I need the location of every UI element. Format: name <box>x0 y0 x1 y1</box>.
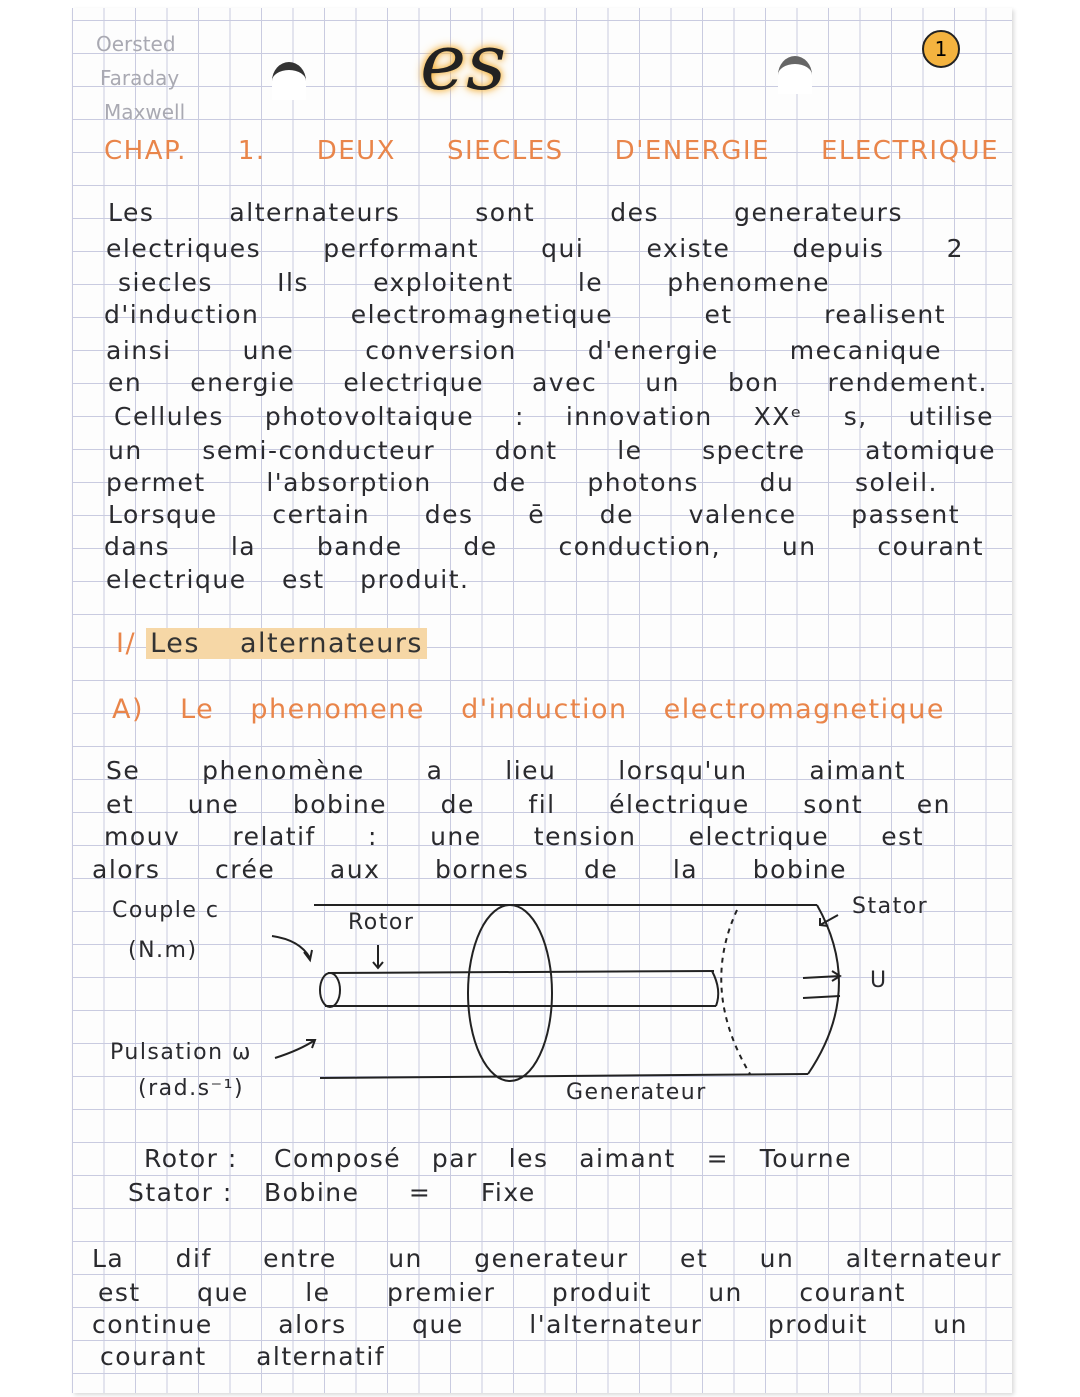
text-line: siecles Ils exploitent le phenomene <box>118 268 830 297</box>
pulsation-unit-label: (rad.s⁻¹) <box>138 1076 245 1101</box>
couple-label: Couple c <box>112 898 220 923</box>
voltage-arrow <box>803 971 840 998</box>
text-line: alors crée aux bornes de la bobine <box>92 855 847 884</box>
stator-front-face <box>468 905 552 1081</box>
text-line: un semi-conducteur dont le spectre atomique <box>108 436 996 465</box>
note-name: Faraday <box>100 66 180 90</box>
text-line: Lorsque certain des ē de valence passent <box>108 500 960 529</box>
couple-unit-label: (N.m) <box>128 938 198 963</box>
arrow-couple <box>272 936 312 960</box>
text-line: et une bobine de fil électrique sont en <box>106 790 951 819</box>
text-line: courant alternatif <box>100 1342 386 1371</box>
definition-term: Rotor : <box>144 1144 238 1173</box>
text-line: d'induction electromagnetique et realisent <box>104 300 946 329</box>
text-line: permet l'absorption de photons du soleil. <box>106 468 938 497</box>
text-line: mouv relatif : une tension electrique est <box>104 822 924 851</box>
stator-back-hidden <box>721 910 750 1074</box>
note-name: Oersted <box>96 32 176 56</box>
pulsation-label: Pulsation ω <box>110 1040 252 1065</box>
definition-text: Composé par les aimant = Tourne <box>274 1144 852 1173</box>
section-number: I/ <box>116 628 137 659</box>
text-line: La dif entre un generateur et un alternateur <box>92 1244 1002 1273</box>
definition-text: Bobine = Fixe <box>264 1178 536 1207</box>
rotor-label: Rotor <box>348 910 415 935</box>
stator-label: Stator <box>852 894 929 919</box>
note-name: Maxwell <box>104 100 186 124</box>
text-line: en energie electrique avec un bon rendement. <box>108 368 988 397</box>
subsection-title: Le phenomene d'induction electromagnetique <box>180 694 945 725</box>
definition-term: Stator : <box>128 1178 233 1207</box>
text-line: est que le premier produit un courant <box>98 1278 906 1307</box>
text-line: Se phenomène a lieu lorsqu'un aimant <box>106 756 906 785</box>
text-line: Cellules photovoltaique : innovation XXᵉ s, utilise <box>114 402 994 431</box>
generator-label: Generateur <box>566 1080 707 1105</box>
logo: es <box>420 18 507 108</box>
chapter-title: CHAP. 1. DEUX SIECLES D'ENERGIE ELECTRIQUE <box>104 136 999 166</box>
rotor-shaft-back <box>712 971 718 1006</box>
arrow-rotor <box>373 945 383 968</box>
stator-bottom-edge <box>320 1074 808 1078</box>
text-line: Les alternateurs sont des generateurs <box>108 198 903 227</box>
stator-back-face <box>808 905 839 1074</box>
text-line: dans la bande de conduction, un courant <box>104 532 984 561</box>
page-number: 1 <box>922 30 960 68</box>
voltage-label: U <box>870 968 888 993</box>
arrow-pulsation <box>275 1040 315 1058</box>
rotor-shaft-end <box>320 973 340 1007</box>
section-title: Les alternateurs <box>146 628 427 659</box>
text-line: electrique est produit. <box>106 565 470 594</box>
subsection-number: A) <box>112 694 145 725</box>
rotor-shaft-top <box>328 971 714 973</box>
text-line: electriques performant qui existe depuis 2 <box>106 234 964 263</box>
text-line: continue alors que l'alternateur produit un <box>92 1310 968 1339</box>
text-line: ainsi une conversion d'energie mecanique <box>106 336 942 365</box>
